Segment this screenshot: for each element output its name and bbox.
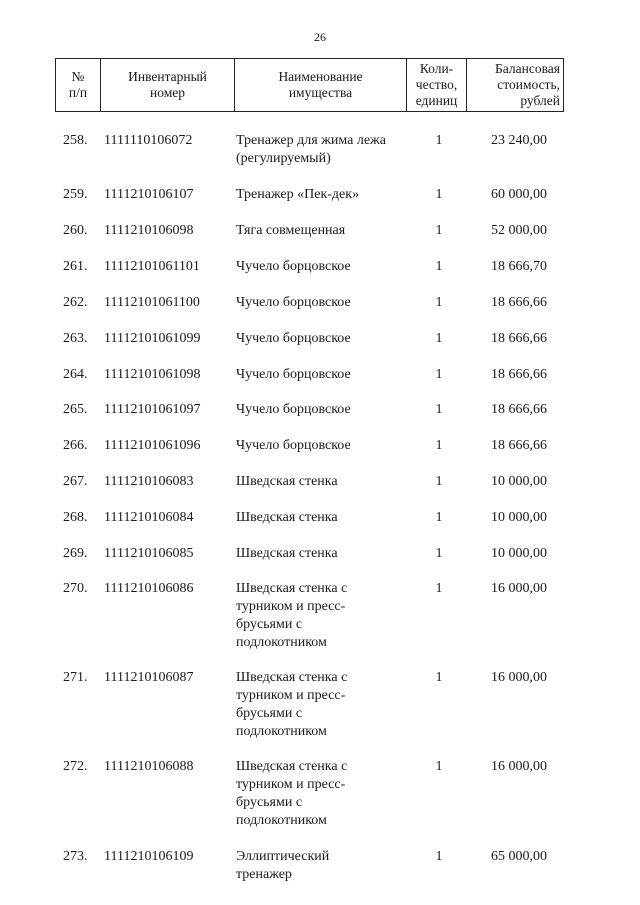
quantity: 1 xyxy=(435,187,443,202)
property-name xyxy=(236,294,412,312)
property-name xyxy=(236,580,412,652)
property-name-line: Шведская стенка xyxy=(236,474,338,489)
property-name-line: Шведская стенка с xyxy=(236,581,348,596)
row-number: 269. xyxy=(63,546,88,561)
inventory-number: 1111210106098 xyxy=(104,223,194,238)
row-number: 263. xyxy=(63,331,88,346)
row-number: 271. xyxy=(63,670,88,685)
inventory-number: 1111110106072 xyxy=(104,133,193,148)
row-number: 258. xyxy=(63,133,88,148)
property-name-line: Шведская стенка xyxy=(236,510,338,525)
property-name-line: Тяга совмещенная xyxy=(236,223,346,238)
property-name xyxy=(236,132,412,168)
property-name xyxy=(236,330,412,348)
inventory-number: 11112101061098 xyxy=(104,367,201,382)
quantity: 1 xyxy=(435,367,443,382)
inventory-number: 11112101061100 xyxy=(104,295,200,310)
row-number: 262. xyxy=(63,295,88,310)
balance-cost: 65 000,00 xyxy=(491,849,547,864)
quantity: 1 xyxy=(435,295,443,310)
property-name-line: брусьями с xyxy=(236,706,303,721)
property-name-line: Эллиптический xyxy=(236,849,330,864)
property-name-line: Чучело борцовское xyxy=(236,331,351,346)
quantity: 1 xyxy=(435,546,443,561)
inventory-number: 1111210106087 xyxy=(104,670,194,685)
balance-cost: 60 000,00 xyxy=(491,187,547,202)
quantity: 1 xyxy=(435,581,443,596)
property-name-line: Тренажер для жима лежа xyxy=(236,133,386,148)
page-number: 26 xyxy=(314,30,326,44)
quantity: 1 xyxy=(435,474,443,489)
property-name xyxy=(236,366,412,384)
inventory-number: 1111210106109 xyxy=(104,849,194,864)
property-name xyxy=(236,473,412,491)
balance-cost: 18 666,66 xyxy=(491,295,547,310)
property-name-line: Чучело борцовское xyxy=(236,438,351,453)
balance-cost: 18 666,66 xyxy=(491,331,547,346)
property-name xyxy=(236,222,412,240)
row-number: 261. xyxy=(63,259,88,274)
inventory-number: 11112101061096 xyxy=(104,438,201,453)
header-cell-num: № п/п xyxy=(56,59,101,112)
property-name-line: Чучело борцовское xyxy=(236,259,351,274)
inventory-number: 1111210106107 xyxy=(104,187,194,202)
property-name xyxy=(236,545,412,563)
property-name-line: (регулируемый) xyxy=(236,151,331,166)
property-name-line: подлокотником xyxy=(236,724,327,739)
balance-cost: 10 000,00 xyxy=(491,546,547,561)
property-name-line: брусьями с xyxy=(236,795,303,810)
quantity: 1 xyxy=(435,259,443,274)
property-name-line: Чучело борцовское xyxy=(236,367,351,382)
header-cell-name: Наименование имущества xyxy=(235,59,407,112)
quantity: 1 xyxy=(435,402,443,417)
property-name-line: тренажер xyxy=(236,867,292,882)
row-number: 272. xyxy=(63,759,88,774)
property-name-line: Тренажер «Пек-дек» xyxy=(236,187,360,202)
inventory-number: 1111210106085 xyxy=(104,546,194,561)
property-name xyxy=(236,186,412,204)
row-number: 268. xyxy=(63,510,88,525)
property-name xyxy=(236,509,412,527)
balance-cost: 18 666,66 xyxy=(491,402,547,417)
quantity: 1 xyxy=(435,670,443,685)
inventory-number: 11112101061097 xyxy=(104,402,201,417)
row-number: 273. xyxy=(63,849,88,864)
row-number: 267. xyxy=(63,474,88,489)
quantity: 1 xyxy=(435,438,443,453)
quantity: 1 xyxy=(435,223,443,238)
property-name xyxy=(236,758,412,830)
quantity: 1 xyxy=(435,759,443,774)
row-number: 270. xyxy=(63,581,88,596)
property-name xyxy=(236,258,412,276)
row-number: 259. xyxy=(63,187,88,202)
property-name-line: подлокотником xyxy=(236,635,327,650)
row-number: 264. xyxy=(63,367,88,382)
balance-cost: 10 000,00 xyxy=(491,510,547,525)
balance-cost: 52 000,00 xyxy=(491,223,547,238)
quantity: 1 xyxy=(435,331,443,346)
property-name-line: Чучело борцовское xyxy=(236,402,351,417)
row-number: 265. xyxy=(63,402,88,417)
header-cell-inventory: Инвентарный номер xyxy=(101,59,235,112)
property-name-line: Шведская стенка xyxy=(236,546,338,561)
property-name xyxy=(236,437,412,455)
quantity: 1 xyxy=(435,510,443,525)
quantity: 1 xyxy=(435,849,443,864)
property-name-line: брусьями с xyxy=(236,617,303,632)
inventory-number: 1111210106086 xyxy=(104,581,194,596)
balance-cost: 18 666,66 xyxy=(491,438,547,453)
property-name-line: Шведская стенка с xyxy=(236,759,348,774)
inventory-number: 1111210106083 xyxy=(104,474,194,489)
property-name-line: турником и пресс- xyxy=(236,777,346,792)
property-name-line: Шведская стенка с xyxy=(236,670,348,685)
inventory-number: 1111210106088 xyxy=(104,759,194,774)
table-header xyxy=(55,58,564,112)
balance-cost: 23 240,00 xyxy=(491,133,547,148)
property-name-line: турником и пресс- xyxy=(236,688,346,703)
property-name xyxy=(236,401,412,419)
property-name-line: турником и пресс- xyxy=(236,599,346,614)
property-name-line: подлокотником xyxy=(236,813,327,828)
inventory-number: 11112101061099 xyxy=(104,331,201,346)
balance-cost: 16 000,00 xyxy=(491,581,547,596)
quantity: 1 xyxy=(435,133,443,148)
row-number: 266. xyxy=(63,438,88,453)
balance-cost: 18 666,66 xyxy=(491,367,547,382)
inventory-number: 1111210106084 xyxy=(104,510,194,525)
header-cell-quantity: Коли- чество, единиц xyxy=(407,59,467,112)
row-number: 260. xyxy=(63,223,88,238)
balance-cost: 16 000,00 xyxy=(491,759,547,774)
header-cell-cost: Балансовая стоимость, рублей xyxy=(467,59,564,112)
balance-cost: 18 666,70 xyxy=(491,259,547,274)
property-name xyxy=(236,848,412,884)
balance-cost: 10 000,00 xyxy=(491,474,547,489)
inventory-number: 11112101061101 xyxy=(104,259,200,274)
property-name xyxy=(236,669,412,741)
property-name-line: Чучело борцовское xyxy=(236,295,351,310)
balance-cost: 16 000,00 xyxy=(491,670,547,685)
